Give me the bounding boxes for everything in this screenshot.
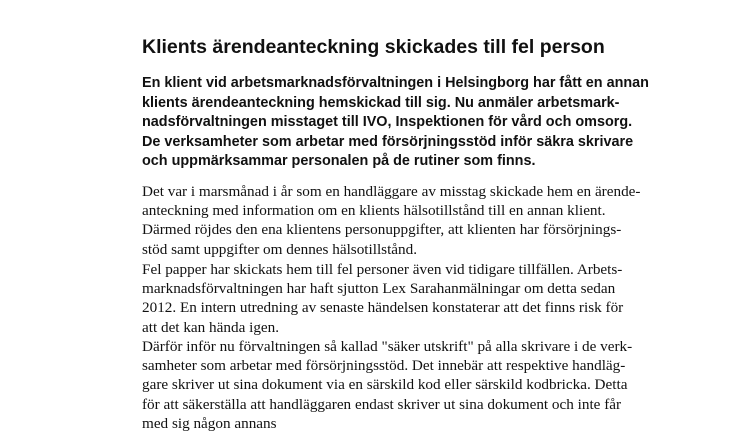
lead-line: De verksamheter som arbetar med försörjningsstöd inför säkra skrivare — [142, 133, 634, 150]
text-line: Fel papper har skickats hem till fel personer även vid tidigare tillfällen. Arbets- — [142, 261, 623, 278]
text-line: Därmed röjdes den ena klientens personuppgifter, att klienten har försörjnings- — [142, 221, 622, 239]
text-line: för att säkerställa att handläggaren endast skriver ut sina dokument och inte får — [142, 395, 622, 413]
lead-line: nadsförvaltningen misstaget till IVO, Inspektionen för vård och omsorg. — [142, 114, 633, 131]
document-page — [142, 0, 649, 432]
text-line: att det kan hända igen. — [142, 318, 280, 336]
lead-line: klients ärendeanteckning hemskickad till sig. Nu anmäler arbetsmark- — [142, 94, 620, 111]
lead-line: och uppmärksammar personalen på de rutiner som finns. — [142, 153, 536, 170]
text-line: Det var i marsmånad i år som en handläggare av misstag skickade hem en ärende- — [142, 183, 641, 200]
text-line: stöd samt uppgifter om dennes hälsotillstånd. — [142, 240, 418, 258]
body-paragraph-3 — [142, 337, 633, 433]
text-line: gare skriver ut sina dokument via en särskild kod eller särskild kodbricka. Detta — [142, 376, 628, 394]
article-lead — [142, 74, 649, 172]
text-line: Därför inför nu förvaltningen så kallad "säker utskrift" på alla skrivare i de verk- — [142, 338, 633, 355]
text-line: samheter som arbetar med försörjningsstöd. Det innebär att respektive handläg- — [142, 357, 626, 375]
text-line: med sig någon annans — [142, 414, 277, 432]
text-line: marknadsförvaltningen har haft sjutton Lex Sarahanmälningar om detta sedan — [142, 280, 616, 298]
body-paragraph-1 — [142, 182, 641, 259]
lead-line: En klient vid arbetsmarknadsförvaltningen i Helsingborg har fått en annan — [142, 75, 649, 91]
text-line: anteckning med information om en klients hälsotillstånd till en annan klient. — [142, 202, 606, 220]
body-paragraph-2 — [142, 260, 622, 337]
article-title: Klients ärendeanteckning skickades till fel person — [142, 36, 605, 58]
text-line: 2012. En intern utredning av senaste händelsen konstaterar att det finns risk för — [142, 299, 624, 317]
